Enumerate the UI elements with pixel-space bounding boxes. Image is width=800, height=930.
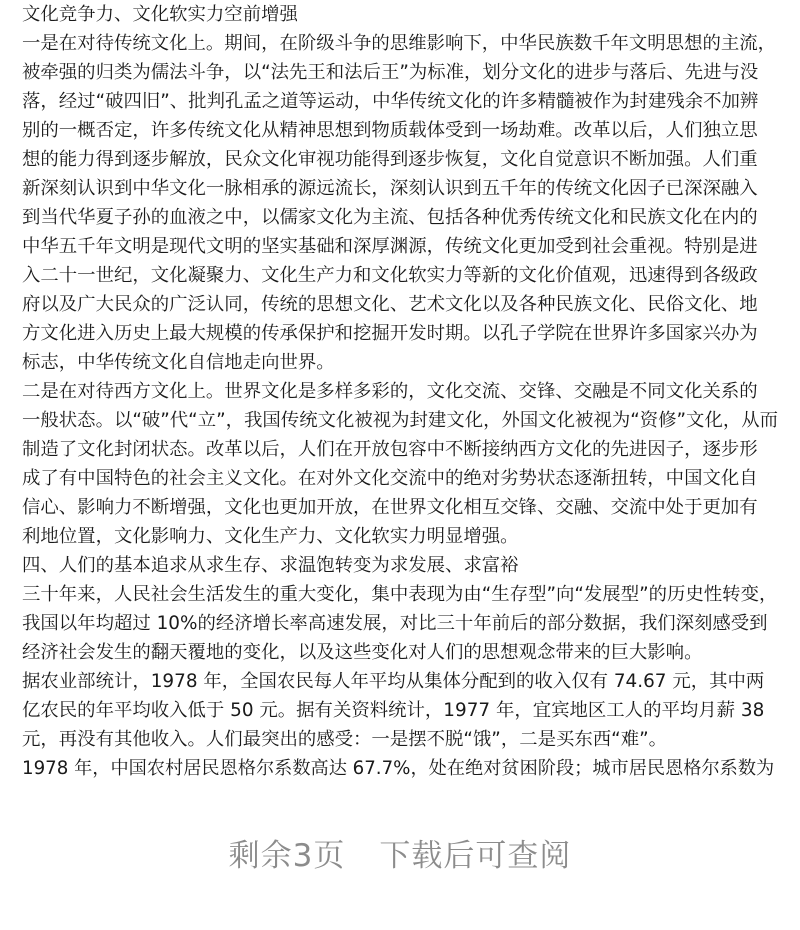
text-line: 府以及广大民众的广泛认同，传统的思想文化、艺术文化以及各种民族文化、民俗文化、地 [22, 294, 758, 315]
text-line: 一般状态。以“破”代“立”，我国传统文化被视为封建文化，外国文化被视为“资修”文化，从而 [22, 410, 778, 431]
text-line: 中华五千年文明是现代文明的坚实基础和深厚渊源，传统文化更加受到社会重视。特别是进 [22, 236, 758, 257]
text-line: 方文化进入历史上最大规模的传承保护和挖掘开发时期。以孔子学院在世界许多国家兴办为 [22, 323, 758, 344]
text-line: 落，经过“破四旧”、批判孔孟之道等运动，中华传统文化的许多精髓被作为封建残余不加辨 [22, 91, 759, 112]
text-line: 被牵强的归类为儒法斗争，以“法先王和法后王”为标准，划分文化的进步与落后、先进与没 [22, 62, 759, 83]
text-line: 据农业部统计，1978 年，全国农民每人年平均从集体分配到的收入仅有 74.67 元，其中两 [22, 671, 765, 692]
text-line: 我国以年均超过 10%的经济增长率高速发展，对比三十年前后的部分数据，我们深刻感受到 [22, 613, 768, 634]
text-line: 到当代华夏子孙的血液之中，以儒家文化为主流、包括各种优秀传统文化和民族文化在内的 [22, 207, 758, 228]
remaining-pages-text: 剩余3页 [228, 838, 346, 874]
text-line: 新深刻认识到中华文化一脉相承的源远流长，深刻认识到五千年的传统文化因子已深深融入 [22, 178, 758, 199]
download-hint-text: 下载后可查阅 [379, 838, 572, 874]
download-prompt[interactable] [0, 830, 800, 875]
text-line: 二是在对待西方文化上。世界文化是多样多彩的，文化交流、交锋、交融是不同文化关系的 [22, 381, 758, 402]
text-line: 利地位置，文化影响力、文化生产力、文化软实力明显增强。 [22, 526, 519, 547]
section-heading-line: 文化竞争力、文化软实力空前增强 [22, 4, 298, 25]
text-line: 入二十一世纪，文化凝聚力、文化生产力和文化软实力等新的文化价值观，迅速得到各级政 [22, 265, 758, 286]
text-line: 经济社会发生的翻天覆地的变化，以及这些变化对人们的思想观念带来的巨大影响。 [22, 642, 703, 663]
text-line: 元，再没有其他收入。人们最突出的感受：一是摆不脱“饿”，二是买东西“难”。 [22, 729, 668, 750]
text-line: 标志，中华传统文化自信地走向世界。 [22, 352, 335, 373]
text-line: 亿农民的年平均收入低于 50 元。据有关资料统计，1977 年，宜宾地区工人的平均月薪 38 [22, 700, 765, 721]
text-line: 信心、影响力不断增强，文化也更加开放，在世界文化相互交锋、交融、交流中处于更加有 [22, 497, 758, 518]
text-line: 四、人们的基本追求从求生存、求温饱转变为求发展、求富裕 [22, 555, 519, 576]
section-heading-line: 三十年来，人民社会生活发生的重大变化，集中表现为由“生存型”向“发展型”的历史性转变， [22, 584, 778, 605]
text-line: 一是在对待传统文化上。期间，在阶级斗争的思维影响下，中华民族数千年文明思想的主流， [22, 33, 777, 54]
text-line: 1978 年，中国农村居民恩格尔系数高达 67.7%，处在绝对贫困阶段；城市居民恩格尔系数为 [22, 758, 775, 779]
text-line: 制造了文化封闭状态。改革以后，人们在开放包容中不断接纳西方文化的先进因子，逐步形 [22, 439, 758, 460]
text-line: 成了有中国特色的社会主义文化。在对外文化交流中的绝对劣势状态逐渐扭转，中国文化自 [22, 468, 758, 489]
text-line: 想的能力得到逐步解放，民众文化审视功能得到逐步恢复，文化自觉意识不断加强。人们重 [22, 149, 758, 170]
text-line: 别的一概否定，许多传统文化从精神思想到物质载体受到一场劫难。改革以后，人们独立思 [22, 120, 758, 141]
